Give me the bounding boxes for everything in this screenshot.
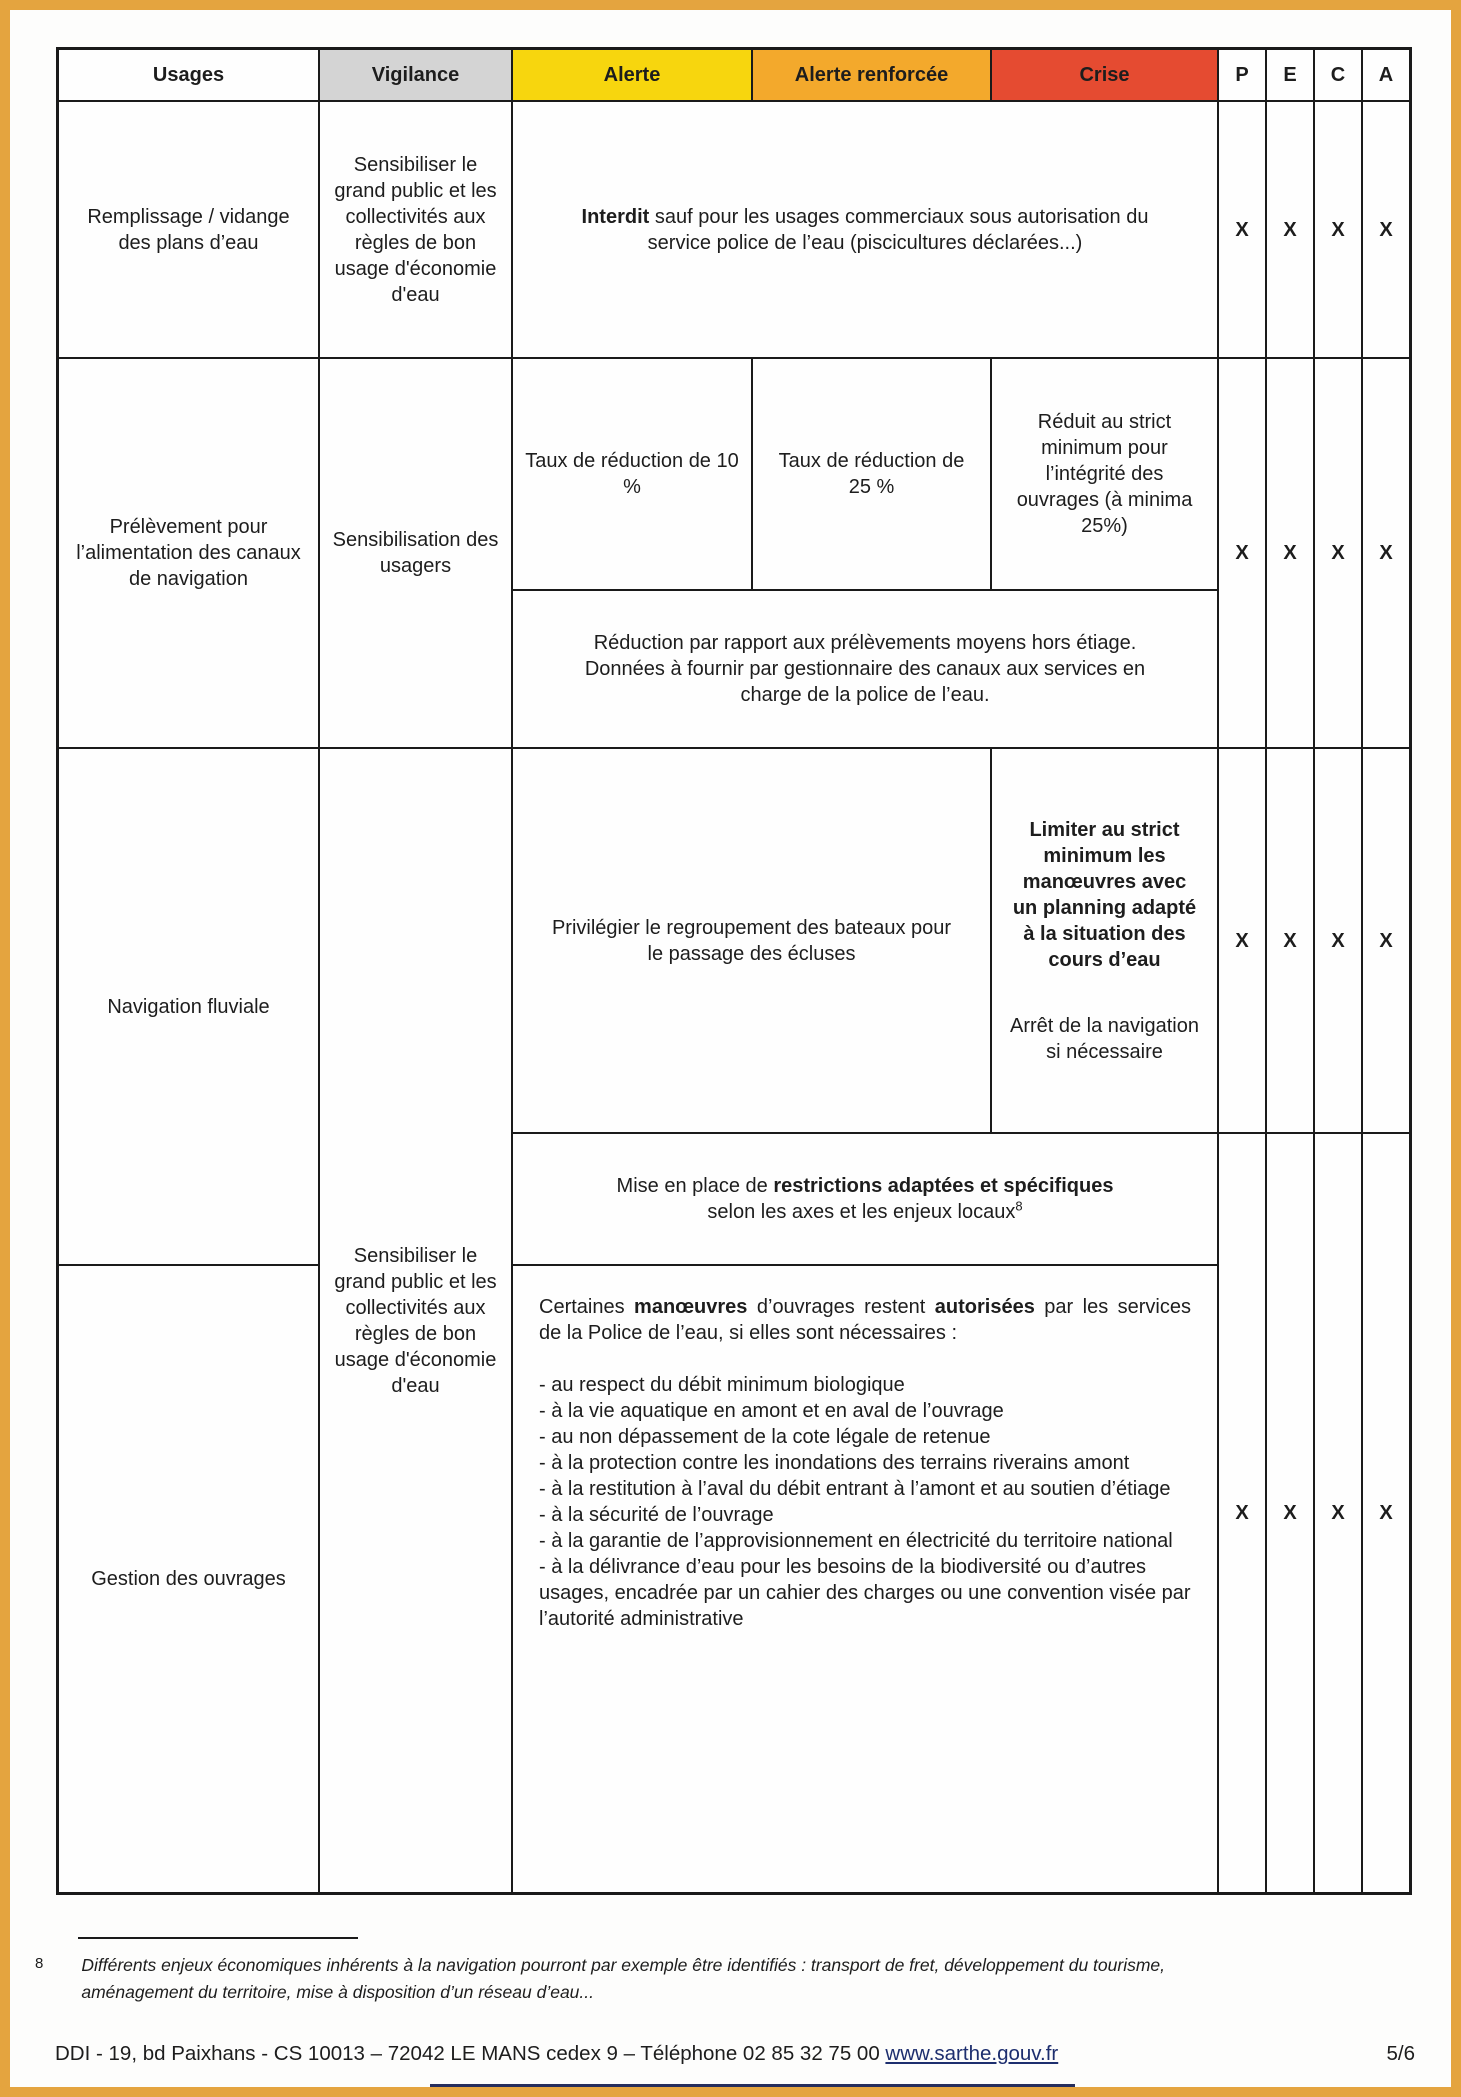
gestion-item: - à la restitution à l’aval du débit entrant à l’amont et au soutien d’étiage (539, 1478, 1171, 1500)
usage-gestion: Gestion des ouvrages (59, 1266, 318, 1892)
header-vigilance: Vigilance (320, 50, 511, 100)
mark-gestion-a: X (1363, 1134, 1409, 1892)
mark-remplissage-c: X (1315, 102, 1361, 357)
footnote-marker: 8 (1015, 1198, 1023, 1214)
measure-remplissage (513, 102, 1217, 357)
header-crise: Crise (992, 50, 1217, 100)
crise-prelevement: Réduit au strict minimum pour l’intégrité des ouvrages (à minima 25%) (992, 359, 1217, 589)
alerte-prelevement: Taux de réduction de 10 % (513, 359, 751, 589)
mark-navigation-p: X (1219, 749, 1265, 1132)
usage-navigation: Navigation fluviale (59, 749, 318, 1264)
vigilance-navigation-gestion: Sensibiliser le grand public et les collectivités aux règles de bon usage d'économie d'eau (320, 749, 511, 1892)
gestion-item: - à la vie aquatique en amont et en aval de l’ouvrage (539, 1400, 1004, 1422)
alerte-renforcee-prelevement: Taux de réduction de 25 % (753, 359, 990, 589)
page-number: 5/6 (1386, 2042, 1415, 2065)
footnote-separator (78, 1937, 358, 1939)
mark-prelevement-c: X (1315, 359, 1361, 747)
measure-gestion-intro: Certaines manœuvres d’ouvrages restent autorisées par les services de la Police de l’eau, si elles sont nécessaires : (539, 1296, 1191, 1344)
measure-navigation-alerte: Privilégier le regroupement des bateaux pour le passage des écluses (513, 749, 990, 1132)
mark-gestion-e: X (1267, 1134, 1313, 1892)
mark-remplissage-e: X (1267, 102, 1313, 357)
mark-navigation-a: X (1363, 749, 1409, 1132)
footer-address: DDI - 19, bd Paixhans - CS 10013 – 72042 LE MANS cedex 9 – Téléphone 02 85 32 75 00 www.sarthe.gouv.fr (55, 2042, 1059, 2065)
crise-navigation-limiter: Limiter au strict minimum les manœuvres avec un planning adapté à la situation des cours d’eau (1012, 818, 1197, 971)
mark-gestion-p: X (1219, 1134, 1265, 1892)
mark-prelevement-a: X (1363, 359, 1409, 747)
gestion-item: - au non dépassement de la cote légale de retenue (539, 1426, 991, 1448)
gestion-item: - à la délivrance d’eau pour les besoins de la biodiversité ou d’autres usages, encadrée par un cahier des charges ou une convention visée par l’autorité administrative (539, 1556, 1191, 1630)
header-alerte-renforcee: Alerte renforcée (753, 50, 990, 100)
gestion-item: - à la sécurité de l’ouvrage (539, 1504, 774, 1526)
header-c: C (1315, 50, 1361, 100)
restrictions-table (56, 47, 1412, 1895)
sarthe-gouv-link[interactable]: www.sarthe.gouv.fr (885, 2042, 1059, 2065)
mark-gestion-c: X (1315, 1134, 1361, 1892)
note-prelevement: Réduction par rapport aux prélèvements moyens hors étiage. Données à fournir par gestionnaire des canaux aux services en charge de la police de l’eau. (513, 591, 1217, 747)
vigilance-remplissage: Sensibiliser le grand public et les collectivités aux règles de bon usage d'économie d'eau (320, 102, 511, 357)
header-a: A (1363, 50, 1409, 100)
header-e: E (1267, 50, 1313, 100)
mark-navigation-c: X (1315, 749, 1361, 1132)
mark-navigation-e: X (1267, 749, 1313, 1132)
mark-prelevement-e: X (1267, 359, 1313, 747)
mark-remplissage-p: X (1219, 102, 1265, 357)
bottom-navy-bar (430, 2084, 1075, 2097)
mark-prelevement-p: X (1219, 359, 1265, 747)
usage-prelevement: Prélèvement pour l’alimentation des canaux de navigation (59, 359, 318, 747)
footnote-text: Différents enjeux économiques inhérents à la navigation pourront par exemple être identifiés : transport de fret, développement du tourisme, aménagement du territoire, mise à disposition d’un réseau d’eau... (81, 1955, 1166, 2003)
measure-gestion (513, 1266, 1217, 1892)
restrictions-navigation (513, 1134, 1217, 1264)
restrictions-navigation-text: Mise en place de restrictions adaptées et spécifiques selon les axes et les enjeux locaux$^8$ (616, 1175, 1114, 1223)
vigilance-prelevement: Sensibilisation des usagers (320, 359, 511, 747)
measure-remplissage-text: Interdit sauf pour les usages commerciaux sous autorisation du service police de l’eau (piscicultures déclarées...) (581, 205, 1149, 254)
crise-navigation-arret: Arrêt de la navigation si nécessaire (1009, 1014, 1199, 1063)
header-p: P (1219, 50, 1265, 100)
footnote (35, 1952, 1435, 2006)
gestion-item: - à la garantie de l’approvisionnement en électricité du territoire national (539, 1530, 1173, 1552)
gestion-item: - au respect du débit minimum biologique (539, 1374, 905, 1396)
gestion-item: - à la protection contre les inondations des terrains riverains amont (539, 1452, 1130, 1474)
crise-navigation (992, 749, 1217, 1132)
mark-remplissage-a: X (1363, 102, 1409, 357)
header-usages: Usages (59, 50, 318, 100)
header-alerte: Alerte (513, 50, 751, 100)
footnote-ref: 8 (35, 1955, 44, 1972)
usage-remplissage: Remplissage / vidange des plans d’eau (59, 102, 318, 357)
page-footer (55, 2042, 1415, 2066)
